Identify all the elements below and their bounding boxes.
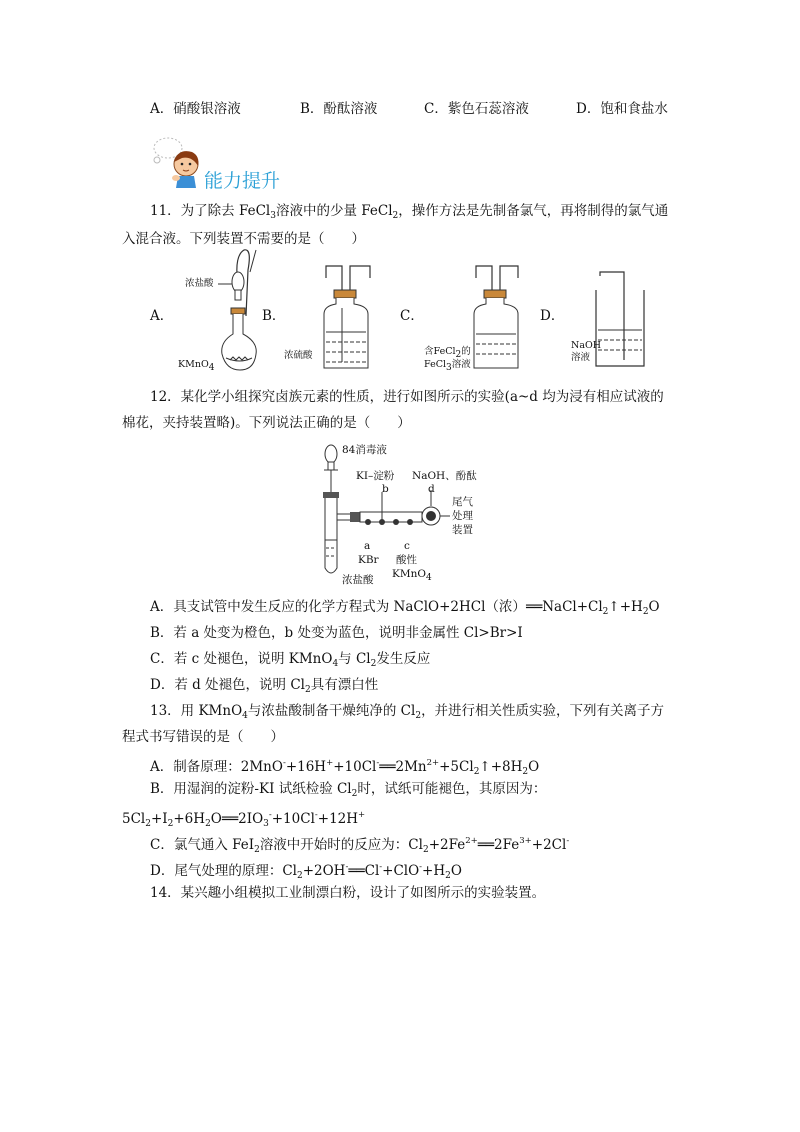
fig-b-label: b (382, 483, 389, 495)
q13-option-b: B．用湿润的淀粉-KI 试纸检验 $Cl_2$时，试纸可能褪色，其原因为： (150, 781, 547, 799)
label-fecl3: FeCl3溶液 (424, 359, 471, 373)
q13-option-b-equation: $5Cl_2+I_2+6H_2O══2IO_3^-+10Cl^-+12H^+$ (122, 810, 366, 829)
q11-opt-d: D． (540, 308, 565, 324)
fig-acid-label: 酸性 (396, 554, 417, 566)
q12-line1: 12．某化学小组探究卤族元素的性质，进行如图所示的实验(a~d 均为浸有相应试液的 (150, 389, 664, 405)
fig-c-label: c (404, 540, 410, 552)
q13-option-c: C．氯气通入 FeI$_2$溶液中开始时的反应为：$Cl_2+2Fe^{2+}══2Fe^{3+}+2Cl^-$ (150, 836, 570, 855)
label-fecl2: 含FeCl2的 (424, 346, 471, 360)
q10-option-d: D．饱和食盐水 (576, 101, 668, 117)
leader-line (218, 282, 234, 286)
fig-84-label: 84消毒液 (342, 444, 387, 456)
fig-a-label: a (364, 540, 371, 552)
q13-option-a: A．制备原理：$2MnO^-+16H^++10Cl^-══2Mn^{2+}+5Cl_2↑+8H_2O$ (150, 758, 540, 777)
label-naoh-solution: 溶液 (571, 352, 591, 363)
fig-naoh-label: NaOH、酚酞 (412, 470, 477, 482)
q10-option-a: A．硝酸银溶液 (150, 101, 241, 117)
q10-option-b: B．酚酞溶液 (300, 101, 378, 117)
fig-hcl-label: 浓盐酸 (342, 574, 374, 586)
q14-line1: 14．某兴趣小组模拟工业制漂白粉，设计了如图所示的实验装置。 (150, 885, 546, 901)
fig-kbr-label: KBr (358, 554, 379, 566)
q11-opt-b: B． (262, 308, 286, 324)
label-naoh: NaOH (571, 340, 602, 351)
q13-line1: 13．用 KMnO$_4$与浓盐酸制备干燥纯净的 $Cl_2$，并进行相关性质实验，下列有关离子方 (150, 703, 665, 721)
q11-opt-a: A． (150, 308, 174, 324)
apparatus-a-chlorine-generator (210, 246, 270, 376)
apparatus-d-beaker (594, 268, 654, 372)
fig-tail1: 尾气 (452, 496, 473, 508)
q12-option-b: B．若 a 处变为橙色，b 处变为蓝色，说明非金属性 Cl>Br>I (150, 625, 523, 641)
label-conc-hcl: 浓盐酸 (185, 278, 214, 289)
thinking-boy-icon (148, 136, 204, 192)
q12-option-d: D．若 d 处褪色，说明 $Cl_2$具有漂白性 (150, 677, 379, 695)
q11-opt-c: C． (400, 308, 424, 324)
q13-line2: 程式书写错误的是（ ） (122, 729, 284, 745)
fig-ki-label: KI–淀粉 (356, 470, 395, 482)
label-conc-h2so4: 浓硫酸 (284, 350, 313, 361)
fig-tail3: 装置 (452, 524, 473, 536)
fig-d-label: d (428, 483, 435, 495)
q12-option-c: C．若 c 处褪色，说明 KMnO$_4$与 $Cl_2$发生反应 (150, 651, 431, 669)
q12-line2: 棉花，夹持装置略)。下列说法正确的是（ ） (122, 415, 411, 431)
fig-kmno4-label: KMnO4 (392, 568, 432, 583)
q10-option-c: C．紫色石蕊溶液 (424, 101, 529, 117)
label-kmno4: KMnO4 (178, 359, 215, 373)
q12-option-a: A．具支试管中发生反应的化学方程式为 NaClO+2HCl（浓）$══NaCl+Cl_2↑+H_2O$ (150, 599, 660, 617)
apparatus-b-wash-bottle (320, 262, 380, 374)
q11-line1: 11．为了除去 FeCl$_3$溶液中的少量 FeCl$_2$，操作方法是先制备氯气，再将制得的氯气通 (150, 203, 669, 221)
q13-option-d: D．尾气处理的原理：$Cl_2+2OH^-══Cl^-+ClO^-+H_2O$ (150, 862, 462, 881)
fig-tail2: 处理 (452, 510, 473, 522)
q11-line2: 入混合液。下列装置不需要的是（ ） (122, 231, 365, 247)
section-header: 能力提升 (204, 170, 281, 192)
apparatus-c-reaction-bottle (470, 262, 530, 374)
